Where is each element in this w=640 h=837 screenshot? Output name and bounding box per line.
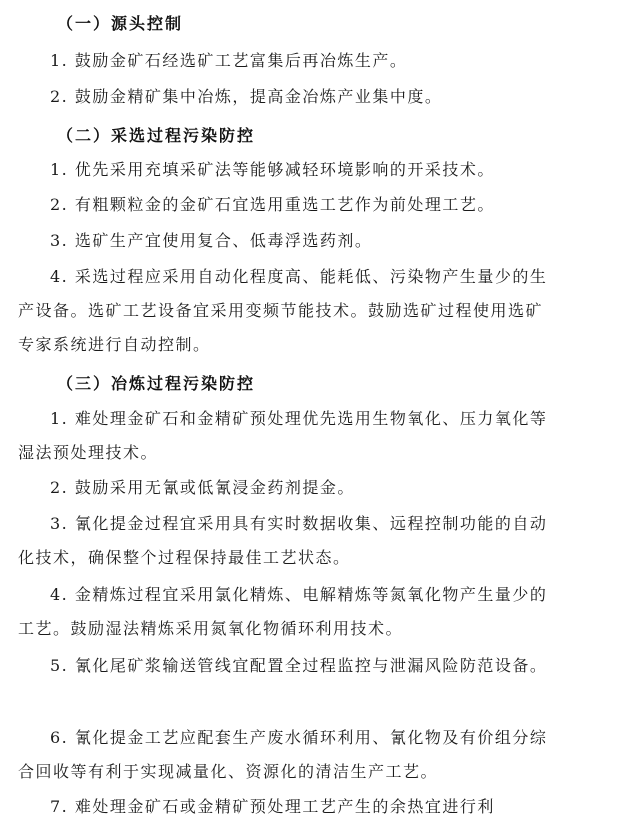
list-item: 2. 鼓励采用无氰或低氰浸金药剂提金。 bbox=[50, 478, 355, 497]
list-item: 3. 氰化提金过程宜采用具有实时数据收集、远程控制功能的自动化技术，确保整个过程保持最佳工艺状态。 bbox=[18, 514, 548, 567]
list-item: 2. 鼓励金精矿集中冶炼，提高金冶炼产业集中度。 bbox=[50, 87, 443, 106]
list-item: 1. 优先采用充填采矿法等能够减轻环境影响的开采技术。 bbox=[50, 160, 495, 179]
list-item: 7. 难处理金矿石或金精矿预处理工艺产生的余热宜进行利 bbox=[50, 797, 495, 816]
list-item: 1. 鼓励金矿石经选矿工艺富集后再冶炼生产。 bbox=[50, 51, 408, 70]
section-heading-smelting-pollution: （三）冶炼过程污染防控 bbox=[57, 374, 256, 393]
section-heading-mining-pollution: （二）采选过程污染防控 bbox=[57, 126, 256, 145]
list-item: 1. 难处理金矿石和金精矿预处理优先选用生物氧化、压力氧化等湿法预处理技术。 bbox=[18, 409, 548, 462]
list-item: 4. 采选过程应采用自动化程度高、能耗低、污染物产生量少的生产设备。选矿工艺设备宜采用变频节能技术。鼓励选矿过程使用选矿专家系统进行自动控制。 bbox=[18, 267, 548, 354]
section-heading-source-control: （一）源头控制 bbox=[57, 14, 184, 33]
list-item: 2. 有粗颗粒金的金矿石宜选用重选工艺作为前处理工艺。 bbox=[50, 195, 495, 214]
list-item: 6. 氰化提金工艺应配套生产废水循环利用、氰化物及有价组分综合回收等有利于实现减量化、资源化的清洁生产工艺。 bbox=[18, 728, 548, 781]
list-item: 5. 氰化尾矿浆输送管线宜配置全过程监控与泄漏风险防范设备。 bbox=[50, 656, 548, 675]
list-item: 4. 金精炼过程宜采用氯化精炼、电解精炼等氮氧化物产生量少的工艺。鼓励湿法精炼采用氮氧化物循环利用技术。 bbox=[18, 585, 548, 638]
list-item: 3. 选矿生产宜使用复合、低毒浮选药剂。 bbox=[50, 231, 373, 250]
